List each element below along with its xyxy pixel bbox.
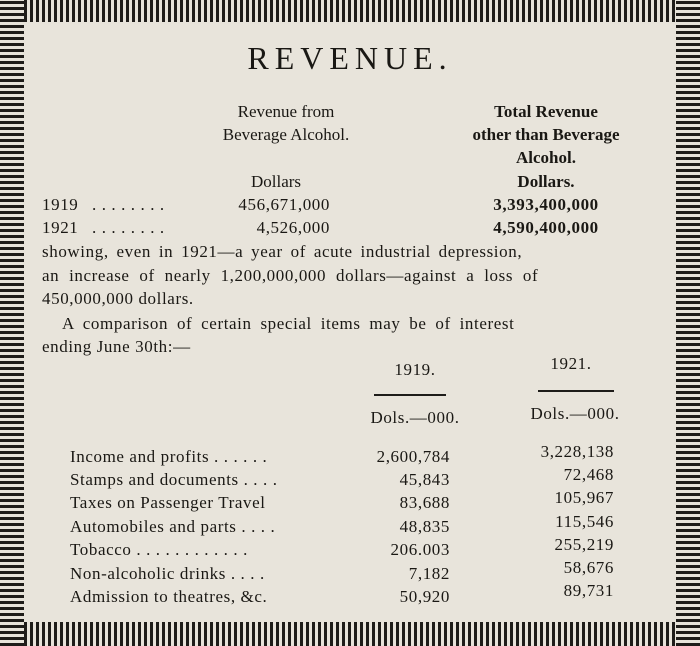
summary-dots-1919: . . . . . . . . [92, 195, 165, 214]
item-label: Tobacco . . . . . . . . . . . . [70, 540, 248, 559]
header-other-line2: other than Beverage [472, 125, 620, 144]
item-label: Taxes on Passenger Travel [70, 493, 266, 512]
header-beverage-line1: Revenue from [237, 102, 335, 121]
item-value-1921: 115,546 [555, 512, 614, 531]
item-label: Stamps and documents . . . . [70, 470, 278, 489]
summary-beverage-1921: 4,526,000 [256, 218, 330, 237]
paragraph-line-1: showing, even in 1921—a year of acute industrial depression, [42, 242, 523, 261]
comparison-intro-1: A comparison of certain special items may be of interest [62, 314, 515, 333]
comparison-unit-1921: Dols.—000. [530, 404, 620, 423]
comparison-intro-2: ending June 30th:— [42, 337, 191, 356]
item-label: Automobiles and parts . . . . [70, 517, 276, 536]
item-value-1919: 45,843 [399, 470, 450, 489]
unit-right: Dollars. [517, 172, 575, 191]
comparison-unit-1919: Dols.—000. [370, 408, 460, 427]
border-top [0, 0, 700, 22]
border-right [676, 0, 700, 646]
item-value-1921: 89,731 [563, 581, 614, 600]
comparison-year-1921: 1921. [550, 354, 592, 373]
summary-year-1921: 1921 [42, 218, 79, 237]
paragraph-line-2: an increase of nearly 1,200,000,000 dollars—against a loss of [42, 266, 539, 285]
item-value-1921: 105,967 [554, 488, 614, 507]
summary-other-1919: 3,393,400,000 [493, 195, 599, 214]
rule-1921 [538, 390, 614, 392]
item-value-1919: 50,920 [399, 587, 450, 606]
item-label: Income and profits . . . . . . [70, 447, 268, 466]
summary-dots-1921: . . . . . . . . [92, 218, 165, 237]
unit-left: Dollars [250, 172, 302, 191]
item-value-1919: 206.003 [390, 540, 450, 559]
item-label: Admission to theatres, &c. [70, 587, 268, 606]
header-beverage-line2: Beverage Alcohol. [222, 125, 350, 144]
summary-other-1921: 4,590,400,000 [493, 218, 599, 237]
item-value-1921: 3,228,138 [540, 442, 614, 461]
item-value-1919: 83,688 [399, 493, 450, 512]
item-value-1921: 72,468 [563, 465, 614, 484]
content-area [26, 24, 674, 620]
header-other-line3: Alcohol. [516, 148, 576, 167]
item-value-1921: 58,676 [563, 558, 614, 577]
comparison-year-1919: 1919. [394, 360, 436, 379]
summary-year-1919: 1919 [42, 195, 79, 214]
item-value-1919: 2,600,784 [376, 447, 450, 466]
header-other-line1: Total Revenue [494, 102, 598, 121]
item-label: Non-alcoholic drinks . . . . [70, 564, 265, 583]
item-value-1921: 255,219 [554, 535, 614, 554]
page-title: REVENUE. [247, 40, 453, 76]
border-bottom [0, 622, 700, 646]
item-value-1919: 48,835 [399, 517, 450, 536]
paragraph-line-3: 450,000,000 dollars. [42, 289, 194, 308]
rule-1919 [374, 394, 446, 396]
border-left [0, 0, 24, 646]
item-value-1919: 7,182 [408, 564, 450, 583]
summary-beverage-1919: 456,671,000 [238, 195, 330, 214]
